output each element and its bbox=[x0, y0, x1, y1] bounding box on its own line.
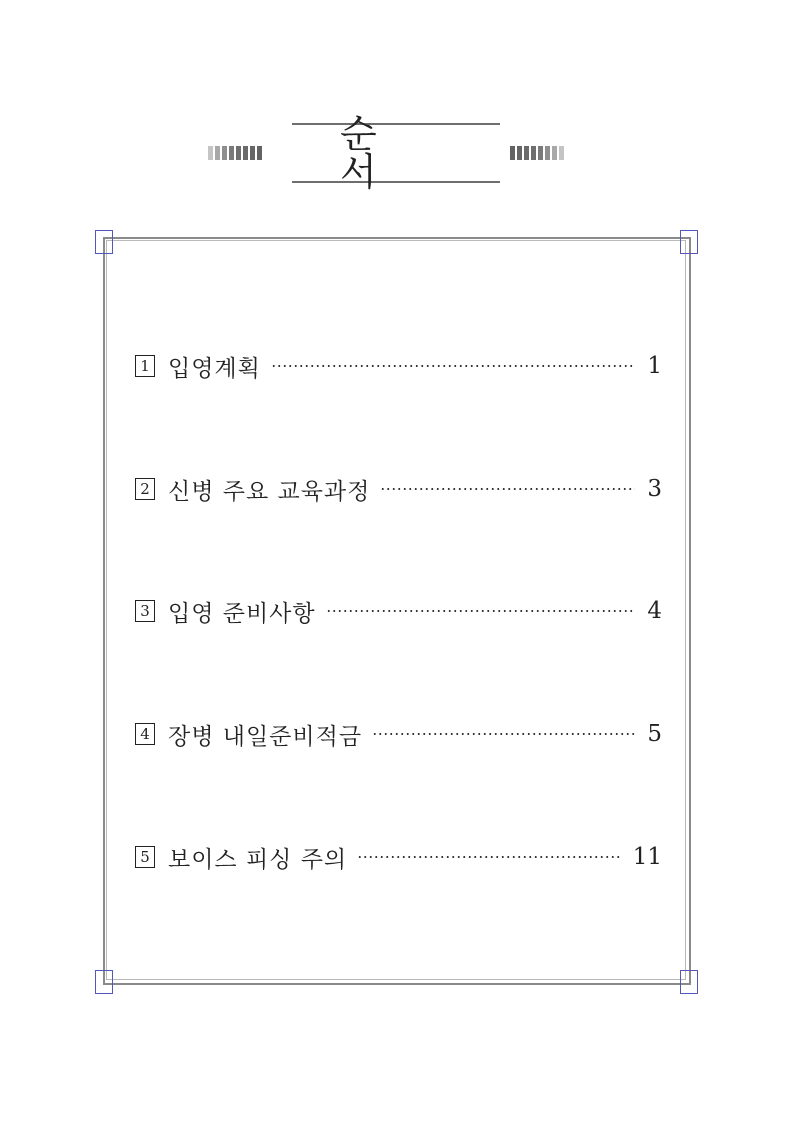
toc-page-number: 5 bbox=[647, 721, 662, 747]
toc-item[interactable] bbox=[135, 472, 662, 506]
toc-leader-dots bbox=[326, 609, 636, 613]
toc-item[interactable] bbox=[135, 840, 662, 874]
corner-ornament-top-left bbox=[95, 230, 113, 254]
toc-page-number: 3 bbox=[647, 476, 662, 502]
corner-ornament-top-right bbox=[680, 230, 698, 254]
toc-label: 보이스 피싱 주의 bbox=[168, 846, 348, 873]
toc-number-box: 3 bbox=[135, 600, 155, 622]
corner-ornament-bottom-left bbox=[95, 970, 113, 994]
toc-page-number: 1 bbox=[647, 353, 662, 379]
decorative-bars-right bbox=[510, 146, 564, 160]
toc-leader-dots bbox=[372, 732, 635, 736]
title-header bbox=[0, 0, 793, 200]
toc-page-number: 4 bbox=[647, 598, 662, 624]
toc-leader-dots bbox=[271, 364, 635, 368]
toc-leader-dots bbox=[357, 855, 621, 859]
toc-item[interactable] bbox=[135, 349, 662, 383]
toc-number-box: 1 bbox=[135, 355, 155, 377]
toc-number-box: 5 bbox=[135, 846, 155, 868]
title-box bbox=[292, 112, 500, 194]
corner-ornament-bottom-right bbox=[680, 970, 698, 994]
page-title: 순 서 bbox=[340, 112, 425, 194]
toc-leader-dots bbox=[380, 487, 635, 491]
decorative-bars-left bbox=[208, 146, 262, 160]
toc-number-box: 4 bbox=[135, 723, 155, 745]
toc-label: 신병 주요 교육과정 bbox=[168, 478, 371, 505]
toc-item[interactable] bbox=[135, 594, 662, 628]
toc-number-box: 2 bbox=[135, 478, 155, 500]
toc-item[interactable] bbox=[135, 717, 662, 751]
toc-label: 입영계획 bbox=[168, 355, 261, 382]
toc-label: 장병 내일준비적금 bbox=[168, 723, 363, 750]
toc-label: 입영 준비사항 bbox=[168, 600, 316, 627]
toc-page-number: 11 bbox=[632, 844, 662, 870]
